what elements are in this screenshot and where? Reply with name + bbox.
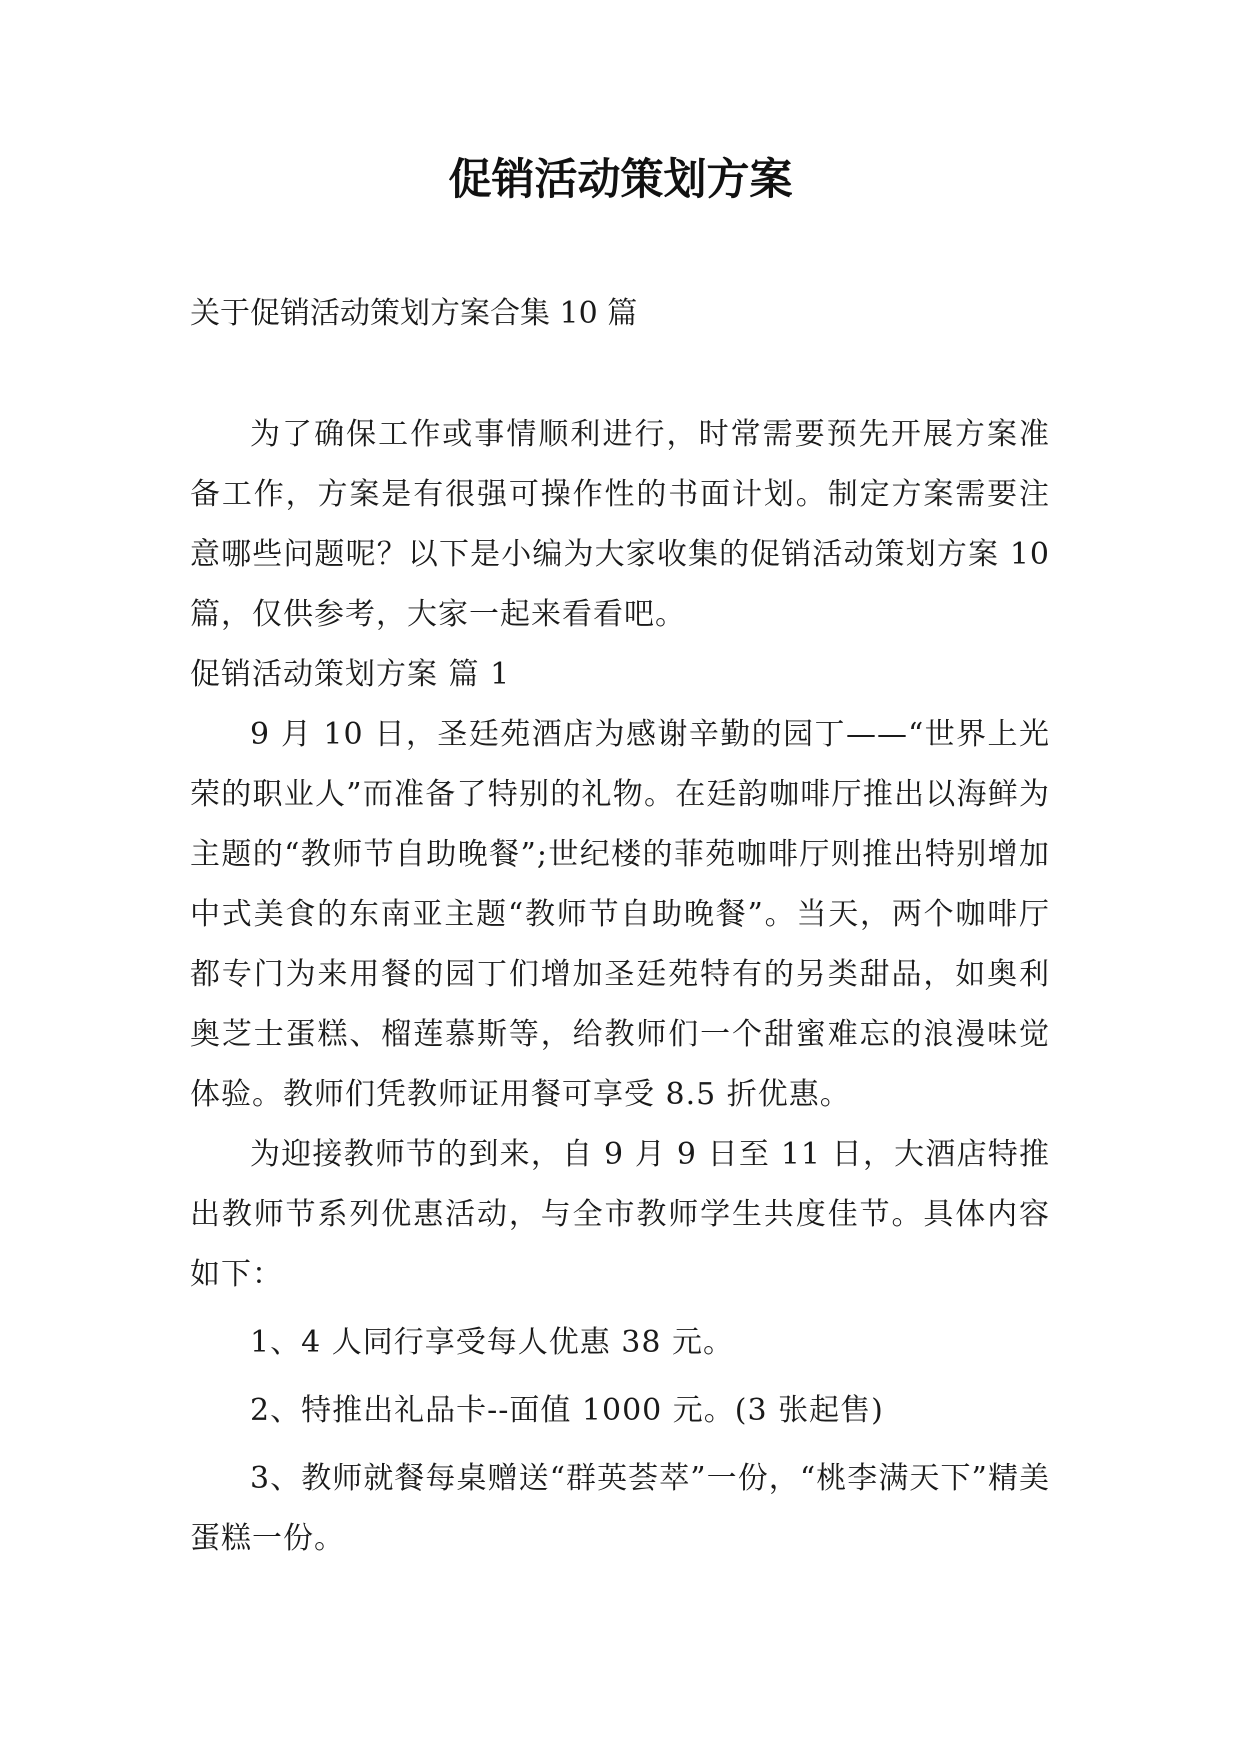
document-title: 促销活动策划方案 <box>448 155 793 205</box>
list-item: 1、4 人同行享受每人优惠 38 元。 <box>250 1325 734 1360</box>
body-paragraph-1: 9 月 10 日，圣廷苑酒店为感谢辛勤的园丁——“世界上光荣的职业人”而准备了特别的礼物。在廷韵咖啡厅推出以海鲜为主题的“教师节自助晚餐”;世纪楼的菲苑咖啡厅则推出特别增加中式美食的东南亚主题“教师节自助晚餐”。当天，两个咖啡厅都专门为来用餐的园丁们增加圣廷苑特有的另类甜品，如奥利奥芝士蛋糕、榴莲慕斯等，给教师们一个甜蜜难忘的浪漫味觉体验。教师们凭教师证用餐可享受 8.5 折优惠。 <box>190 717 1050 1112</box>
intro-paragraph: 为了确保工作或事情顺利进行，时常需要预先开展方案准备工作，方案是有很强可操作性的书面计划。制定方案需要注意哪些问题呢？以下是小编为大家收集的促销活动策划方案 10 篇，仅供参考，大家一起来看看吧。 <box>190 417 1050 632</box>
list-item: 3、教师就餐每桌赠送“群英荟萃”一份，“桃李满天下”精美蛋糕一份。 <box>190 1461 1050 1556</box>
document-subtitle: 关于促销活动策划方案合集 10 篇 <box>190 296 638 331</box>
list-item: 2、特推出礼品卡--面值 1000 元。(3 张起售) <box>250 1393 884 1428</box>
section-heading: 促销活动策划方案 篇 1 <box>190 657 511 692</box>
body-paragraph-2: 为迎接教师节的到来，自 9 月 9 日至 11 日，大酒店特推出教师节系列优惠活动，与全市教师学生共度佳节。具体内容如下： <box>190 1137 1050 1292</box>
document-body <box>190 405 1050 1569</box>
